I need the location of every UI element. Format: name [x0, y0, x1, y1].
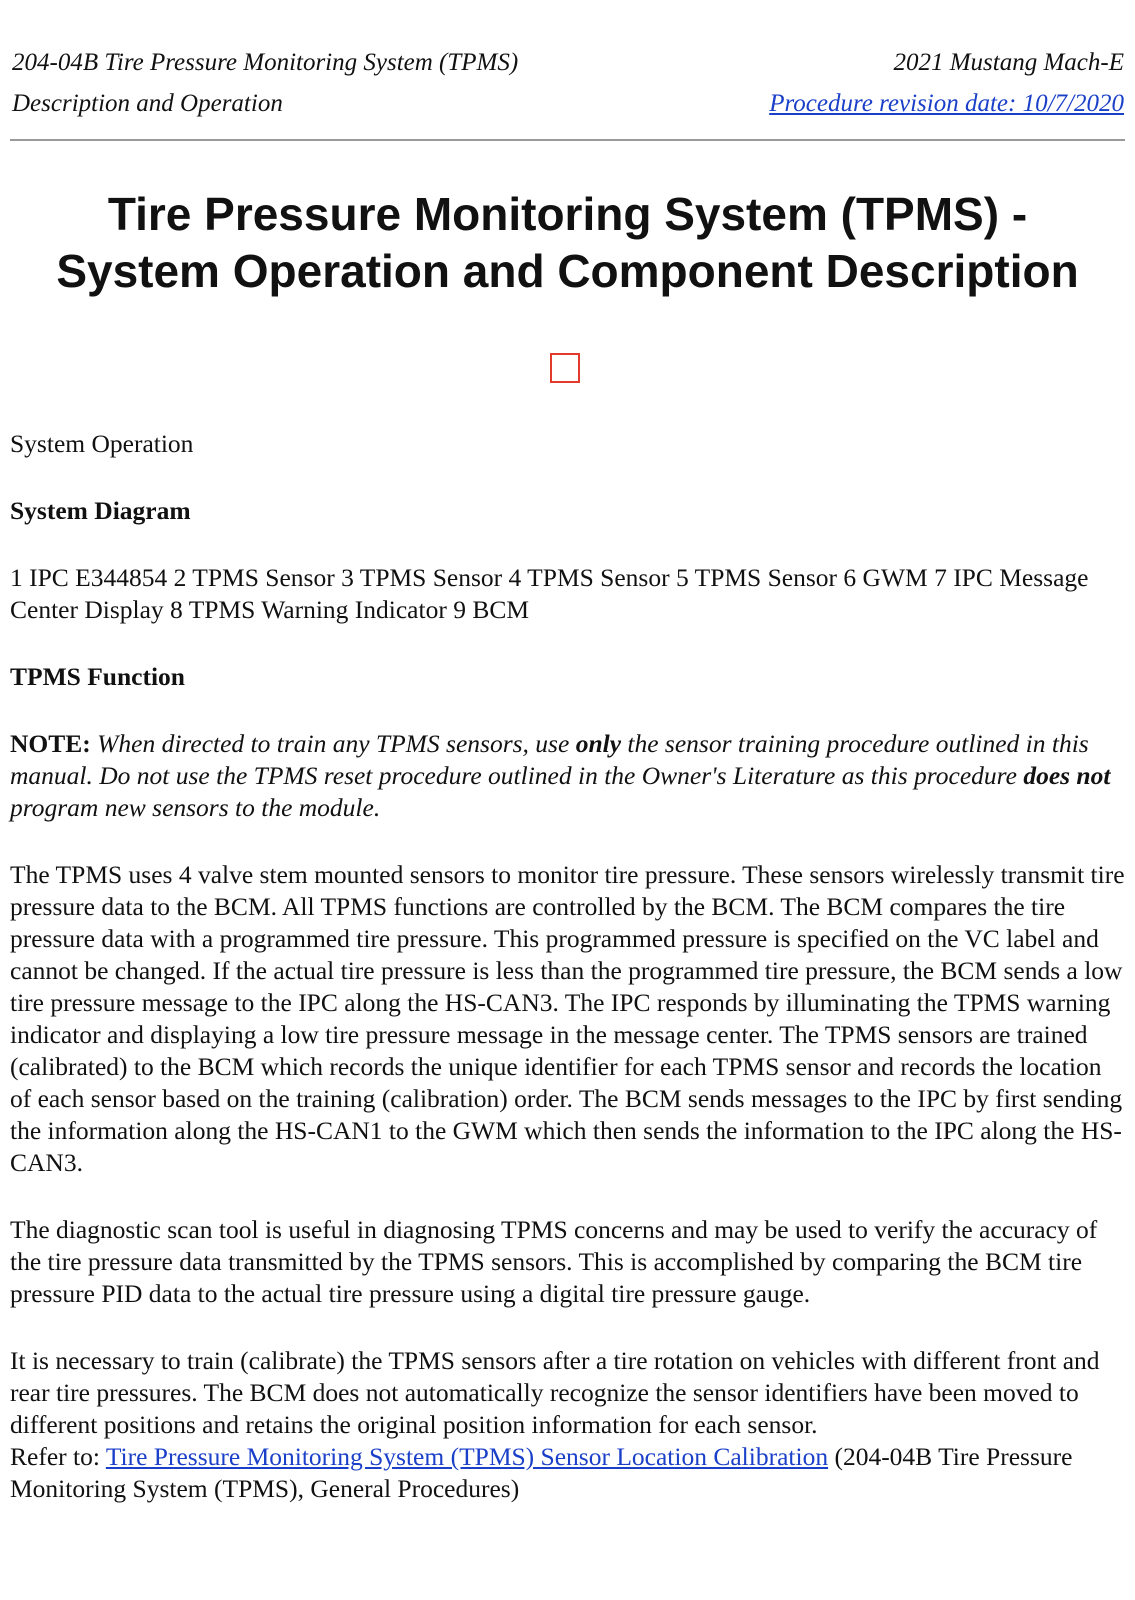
paragraph-scan-tool: The diagnostic scan tool is useful in diagnosing TPMS concerns and may be used to verify the accuracy of the tire pressure data transmitted by the TPMS sensors. This is accomplished by comparing the BCM tire pressure PID data to the actual tire pressure using a digital tire pressure gauge.: [10, 1215, 1098, 1308]
section-system-operation: System Operation: [10, 429, 194, 458]
header-vehicle: 2021 Mustang Mach-E: [893, 49, 1124, 76]
refer-to-suffix: (204-04B Tire Pressure Monitoring System (TPMS), General Procedures): [10, 1442, 1073, 1503]
broken-image-icon: [550, 353, 580, 383]
section-system-diagram: System Diagram: [10, 496, 191, 525]
header-subsection: Description and Operation: [12, 90, 283, 117]
page-title-line-1: Tire Pressure Monitoring System (TPMS) -: [107, 188, 1028, 240]
section-tpms-function: TPMS Function: [10, 662, 185, 691]
note-text-2: the sensor training procedure outlined in this manual. Do not use the TPMS reset procedure outlined in the Owner's Literature as this procedure: [10, 729, 1089, 790]
note-block: [10, 728, 1125, 824]
page-title: [0, 186, 1135, 300]
revision-date-link[interactable]: Procedure revision date: 10/7/2020: [769, 90, 1124, 117]
page-header: [12, 42, 1124, 124]
note-text-3: program new sensors to the module.: [10, 793, 381, 822]
header-section-title: 204-04B Tire Pressure Monitoring System (TPMS): [12, 49, 519, 76]
paragraph-training-text: It is necessary to train (calibrate) the TPMS sensors after a tire rotation on vehicles with different front and rear tire pressures. The BCM does not automatically recognize the sensor identifiers have been moved to different positions and retains the original position information for each sensor.: [10, 1346, 1100, 1439]
diagram-legend: 1 IPC E344854 2 TPMS Sensor 3 TPMS Sensor 4 TPMS Sensor 5 TPMS Sensor 6 GWM 7 IPC Message Center Display 8 TPMS Warning Indicator 9 BCM: [10, 563, 1089, 624]
page-title-line-2: System Operation and Component Description: [56, 245, 1079, 297]
note-label: NOTE:: [10, 729, 91, 758]
paragraph-training: [10, 1345, 1125, 1505]
note-emphasis-does-not: does not: [1023, 761, 1111, 790]
note-text-1: When directed to train any TPMS sensors, use: [90, 729, 576, 758]
header-row-top: [12, 42, 1124, 83]
note-emphasis-only: only: [575, 729, 622, 758]
refer-to-label: Refer to:: [10, 1442, 106, 1471]
paragraph-tpms-overview: The TPMS uses 4 valve stem mounted sensors to monitor tire pressure. These sensors wirelessly transmit tire pressure data to the BCM. All TPMS functions are controlled by the BCM. The BCM compares the tire pressure data with a programmed tire pressure. This programmed pressure is specified on the VC label and cannot be changed. If the actual tire pressure is less than the programmed tire pressure, the BCM sends a low tire pressure message to the IPC along the HS-CAN3. The IPC responds by illuminating the TPMS warning indicator and displaying a low tire pressure message in the message center. The TPMS sensors are trained (calibrated) to the BCM which records the unique identifier for each TPMS sensor and records the location of each sensor based on the training (calibration) order. The BCM sends messages to the IPC by first sending the information along the HS-CAN1 to the GWM which then sends the information to the IPC along the HS-CAN3.: [10, 860, 1125, 1177]
document-body: [10, 428, 1125, 1505]
sensor-location-calibration-link[interactable]: Tire Pressure Monitoring System (TPMS) Sensor Location Calibration: [105, 1442, 829, 1471]
header-row-bottom: [12, 83, 1124, 124]
header-divider: [10, 139, 1125, 141]
